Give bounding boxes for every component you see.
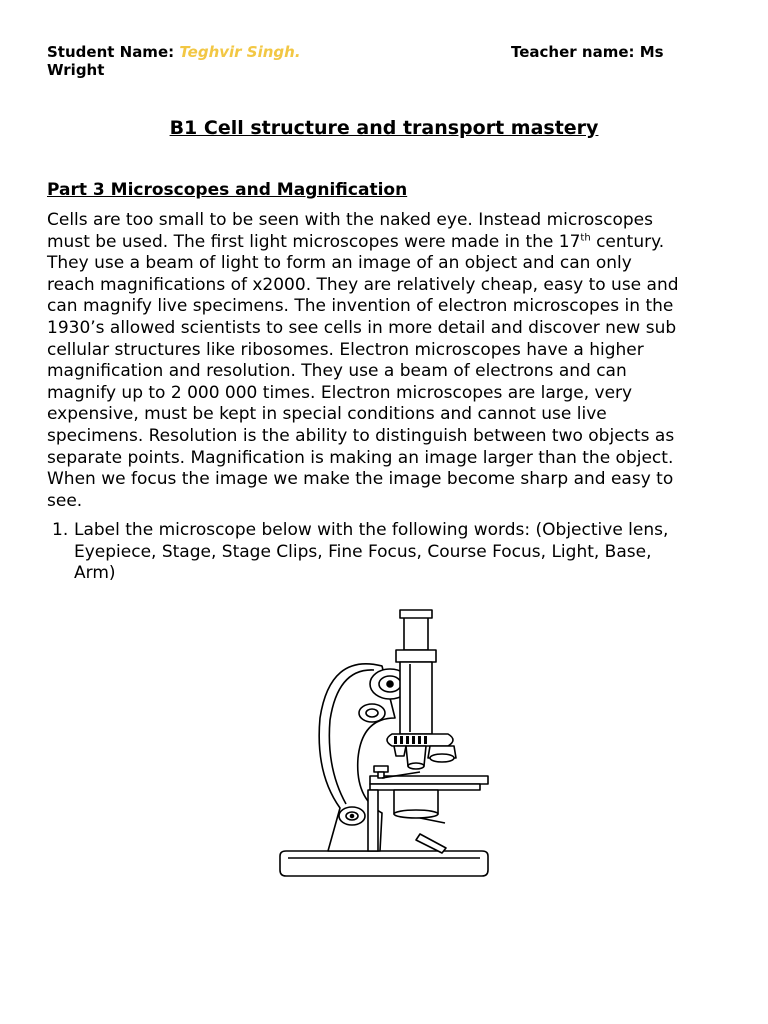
paragraph-line: specimens. Resolution is the ability to distinguish between two objects as bbox=[47, 425, 675, 446]
section-title: Part 3 Microscopes and Magnification bbox=[47, 180, 408, 200]
paragraph-line: They use a beam of light to form an image of an object and can only bbox=[47, 253, 632, 274]
paragraph-line: can magnify live specimens. The invention of electron microscopes in the bbox=[47, 296, 674, 317]
question-1 bbox=[52, 520, 722, 585]
paragraph-line: see. bbox=[47, 490, 83, 511]
paragraph-line bbox=[47, 232, 727, 254]
student-name-value: Teghvir Singh. bbox=[179, 43, 301, 61]
superscript-th: th bbox=[580, 231, 591, 243]
body-paragraph bbox=[47, 210, 727, 512]
teacher-name-label: Teacher name: Ms bbox=[511, 43, 664, 61]
paragraph-line-part: must be used. The first light microscopes were made in the 17 bbox=[47, 231, 581, 252]
student-name-label: Student Name: bbox=[47, 43, 175, 61]
microscope-diagram bbox=[270, 608, 500, 883]
paragraph-line: expensive, must be kept in special conditions and cannot use live bbox=[47, 404, 607, 425]
header bbox=[47, 43, 727, 79]
paragraph-line: separate points. Magnification is making an image larger than the object. bbox=[47, 447, 674, 468]
paragraph-line: cellular structures like ribosomes. Electron microscopes have a higher bbox=[47, 339, 644, 360]
paragraph-line: 1930’s allowed scientists to see cells in more detail and discover new sub bbox=[47, 317, 677, 338]
paragraph-line: reach magnifications of x2000. They are relatively cheap, easy to use and bbox=[47, 274, 679, 295]
question-number: 1. bbox=[52, 520, 69, 540]
document-title: B1 Cell structure and transport mastery bbox=[169, 117, 599, 139]
question-line: Arm) bbox=[74, 563, 116, 584]
paragraph-line-part: century. bbox=[590, 231, 665, 252]
paragraph-line: magnify up to 2 000 000 times. Electron microscopes are large, very bbox=[47, 382, 633, 403]
teacher-name-continuation: Wright bbox=[47, 61, 105, 79]
question-line: Eyepiece, Stage, Stage Clips, Fine Focus, Course Focus, Light, Base, bbox=[74, 541, 652, 562]
question-line: Label the microscope below with the following words: (Objective lens, bbox=[74, 520, 669, 540]
paragraph-line: magnification and resolution. They use a beam of electrons and can bbox=[47, 361, 627, 382]
paragraph-line: When we focus the image we make the image become sharp and easy to bbox=[47, 469, 674, 490]
paragraph-line: Cells are too small to be seen with the naked eye. Instead microscopes bbox=[47, 210, 653, 230]
